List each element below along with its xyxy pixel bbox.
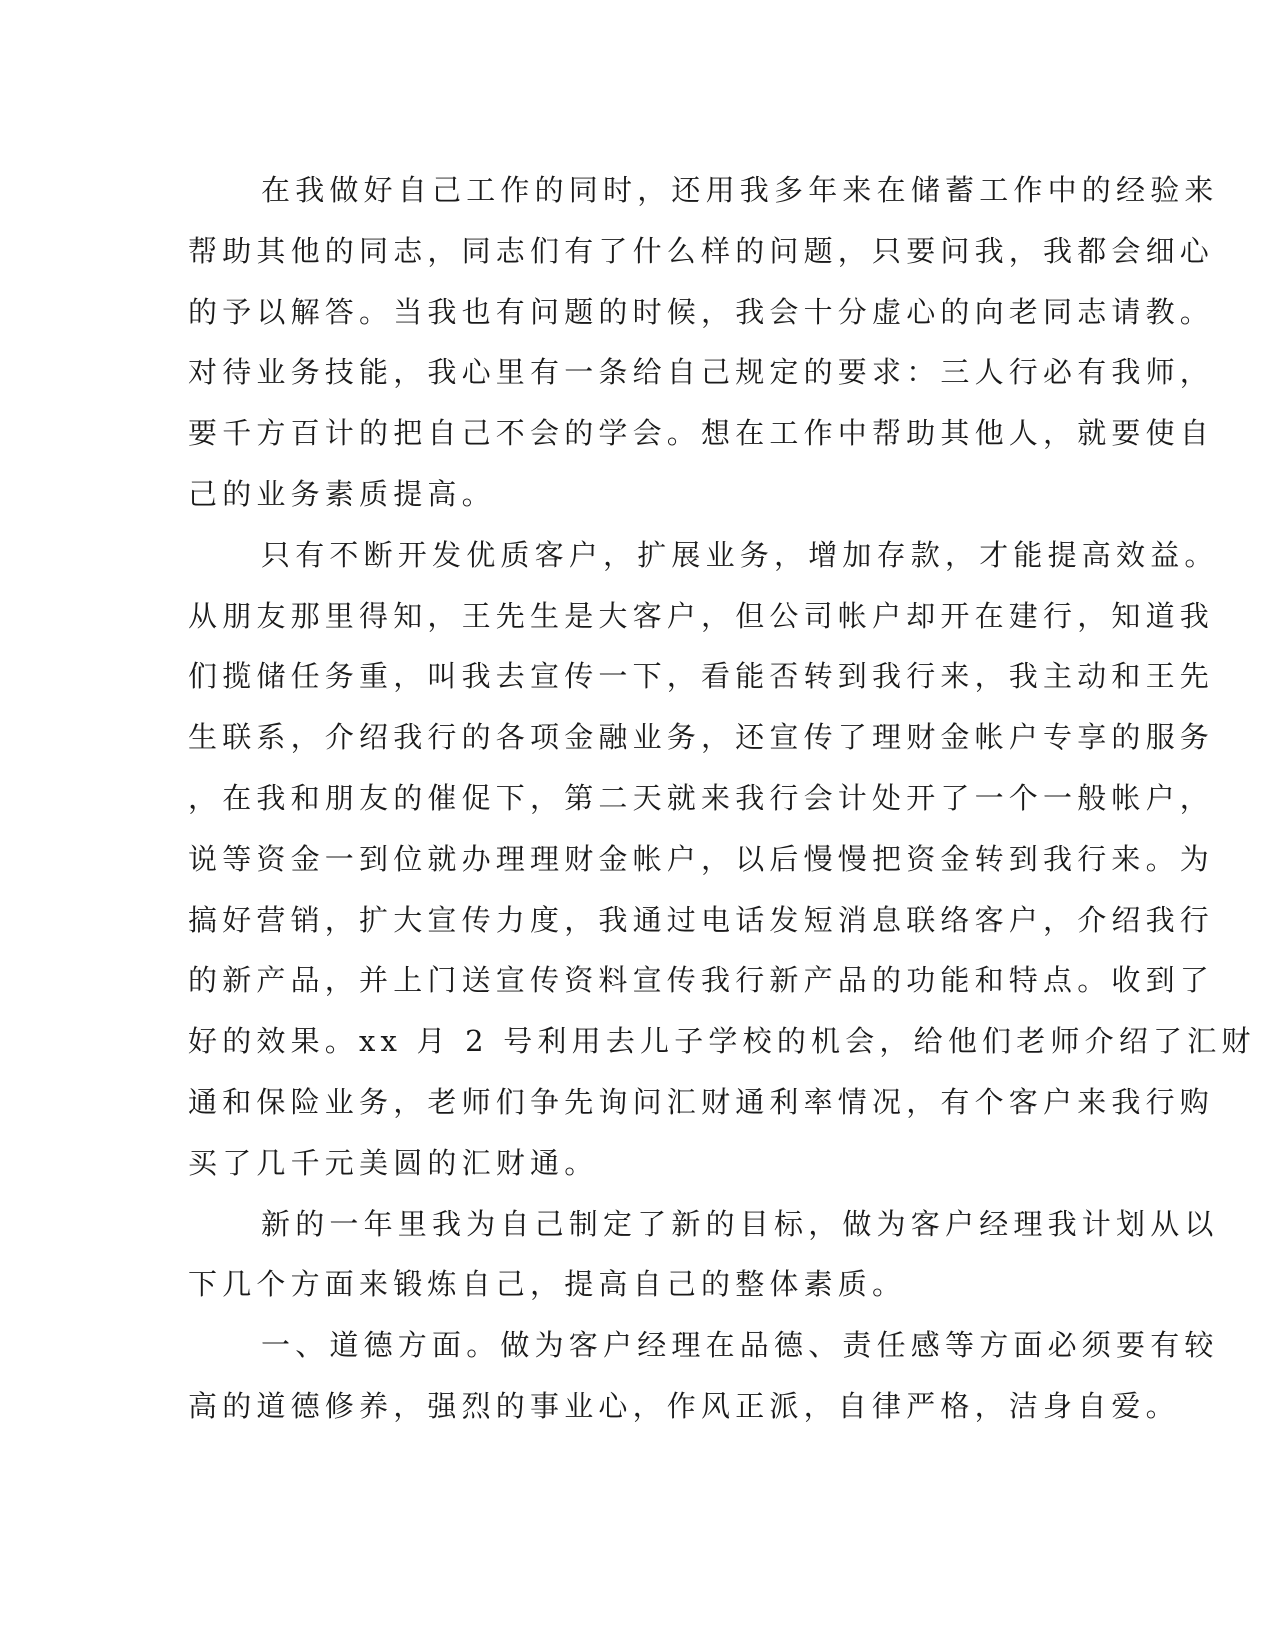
text-line: 帮助其他的同志，同志们有了什么样的问题，只要问我，我都会细心	[188, 233, 1215, 268]
text-line: 生联系，介绍我行的各项金融业务，还宣传了理财金帐户专享的服务	[188, 720, 1215, 755]
text-line: 只有不断开发优质客户，扩展业务，增加存款，才能提高效益。	[261, 537, 1219, 572]
text-line: ，在我和朋友的催促下，第二天就来我行会计处开了一个一般帐户，	[188, 780, 1215, 815]
text-line: 一、道德方面。做为客户经理在品德、责任感等方面必须要有较	[261, 1328, 1219, 1363]
text-line: 们揽储任务重，叫我去宣传一下，看能否转到我行来，我主动和王先	[188, 659, 1215, 694]
text-line: 的予以解答。当我也有问题的时候，我会十分虚心的向老同志请教。	[188, 294, 1215, 329]
text-line: 下几个方面来锻炼自己，提高自己的整体素质。	[188, 1267, 907, 1302]
text-line: 好的效果。xx 月 2 号利用去儿子学校的机会，给他们老师介绍了汇财	[188, 1024, 1256, 1059]
text-line: 在我做好自己工作的同时，还用我多年来在储蓄工作中的经验来	[261, 173, 1219, 207]
text-line: 的新产品，并上门送宣传资料宣传我行新产品的功能和特点。收到了	[188, 963, 1215, 998]
text-line: 买了几千元美圆的汇财通。	[188, 1145, 599, 1180]
document-body	[188, 160, 1256, 1437]
text-line: 从朋友那里得知，王先生是大客户，但公司帐户却开在建行，知道我	[188, 598, 1215, 633]
text-line: 对待业务技能，我心里有一条给自己规定的要求：三人行必有我师，	[188, 355, 1215, 390]
text-line: 说等资金一到位就办理理财金帐户，以后慢慢把资金转到我行来。为	[188, 841, 1215, 876]
text-line: 己的业务素质提高。	[188, 476, 496, 511]
text-line: 要千方百计的把自己不会的学会。想在工作中帮助其他人，就要使自	[188, 416, 1215, 451]
text-line: 新的一年里我为自己制定了新的目标，做为客户经理我计划从以	[261, 1206, 1219, 1241]
text-line: 搞好营销，扩大宣传力度，我通过电话发短消息联络客户，介绍我行	[188, 902, 1215, 937]
text-line: 通和保险业务，老师们争先询问汇财通利率情况，有个客户来我行购	[188, 1084, 1215, 1119]
text-line: 高的道德修养，强烈的事业心，作风正派，自律严格，洁身自爱。	[188, 1388, 1180, 1423]
